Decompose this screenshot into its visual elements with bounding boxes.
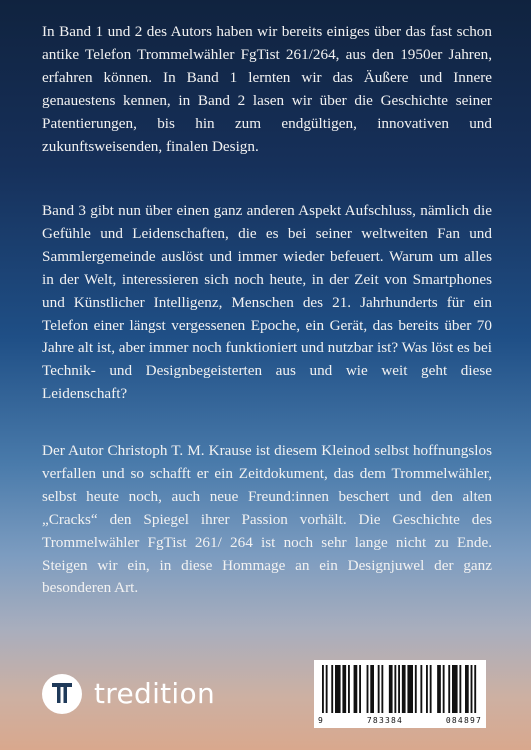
barcode-digits xyxy=(318,716,482,725)
barcode-bar xyxy=(448,665,450,713)
barcode-bar xyxy=(342,665,346,713)
barcode-bar xyxy=(367,665,369,713)
barcode-bar xyxy=(471,665,473,713)
barcode-bar xyxy=(359,665,361,713)
barcode-bar xyxy=(378,665,380,713)
barcode-bars xyxy=(322,665,478,713)
back-cover-paragraph-2: Band 3 gibt nun über einen ganz anderen Aspekt Aufschluss, nämlich die Gefühle und Leidenschaften, die es bei seiner weltweiten Fan und Sammlergemeinde auslöst und immer wieder befeuert. Warum um alles in der Welt, interessieren sich noch heute, in der Zeit von Smartphones und Künstlicher Intelligenz, Menschen des 21. Jahrhunderts für ein Telefon einer längst vergessenen Epoche, ein Gerät, das bereits über 70 Jahre alt ist, aber immer noch funktioniert und nutzbar ist? Was löst es bei Technik- und Designbegeisterten aus und wie weit geht diese Leidenschaft? xyxy=(42,202,492,403)
publisher-logo xyxy=(42,671,215,717)
barcode-bar xyxy=(452,665,458,713)
barcode-bar xyxy=(430,665,432,713)
barcode-bar xyxy=(420,665,422,713)
barcode-bar xyxy=(465,665,469,713)
publisher-name: tredition xyxy=(94,677,215,710)
barcode-bar xyxy=(402,665,406,713)
barcode-digits-left: 783384 xyxy=(366,716,404,725)
barcode-bar xyxy=(443,665,445,713)
back-cover-paragraph-3: Der Autor Christoph T. M. Krause ist diesem Kleinod selbst hoffnungslos verfallen und so schafft er ein Zeitdokument, das dem Trommelwähler, selbst heute noch, auch neue Freund:innen beschert und den alten „Cracks“ den Spiegel ihrer Passion vorhält. Die Geschichte des Trommelwähler FgTist 261/ 264 ist noch sehr lange nicht zu Ende. Steigen wir ein, in diese Hommage an ein Designjuwel der ganz besonderen Art. xyxy=(42,442,492,597)
barcode-bar xyxy=(354,665,358,713)
isbn-barcode xyxy=(314,660,486,728)
barcode-bar xyxy=(474,665,476,713)
tredition-logo-icon xyxy=(42,674,82,714)
barcode-bar xyxy=(322,665,324,713)
barcode-digits-right: 084897 xyxy=(445,716,482,725)
barcode-bar xyxy=(335,665,341,713)
back-cover-paragraph-1: In Band 1 und 2 des Autors haben wir bereits einiges über das fast schon antike Telefon Trommelwähler FgTist 261/264, aus den 1950er Jahren, erfahren können. In Band 1 lernten wir das Äußere und Innere genauestens kennen, in Band 2 lasen wir über die Geschichte seiner Patentierungen, bis hin zum endgültigen, innovativen und zukunftsweisenden, finalen Design. xyxy=(42,23,492,155)
barcode-bar xyxy=(459,665,461,713)
barcode-bar xyxy=(370,665,374,713)
barcode-digit-lead: 9 xyxy=(318,716,325,725)
barcode-bar xyxy=(394,665,396,713)
barcode-bar xyxy=(348,665,350,713)
barcode-bar xyxy=(381,665,383,713)
barcode-bar xyxy=(437,665,441,713)
barcode-bar xyxy=(326,665,328,713)
barcode-bar xyxy=(415,665,417,713)
barcode-bar xyxy=(407,665,413,713)
barcode-bar xyxy=(398,665,400,713)
barcode-bar xyxy=(426,665,428,713)
barcode-bar xyxy=(331,665,333,713)
barcode-bar xyxy=(389,665,393,713)
